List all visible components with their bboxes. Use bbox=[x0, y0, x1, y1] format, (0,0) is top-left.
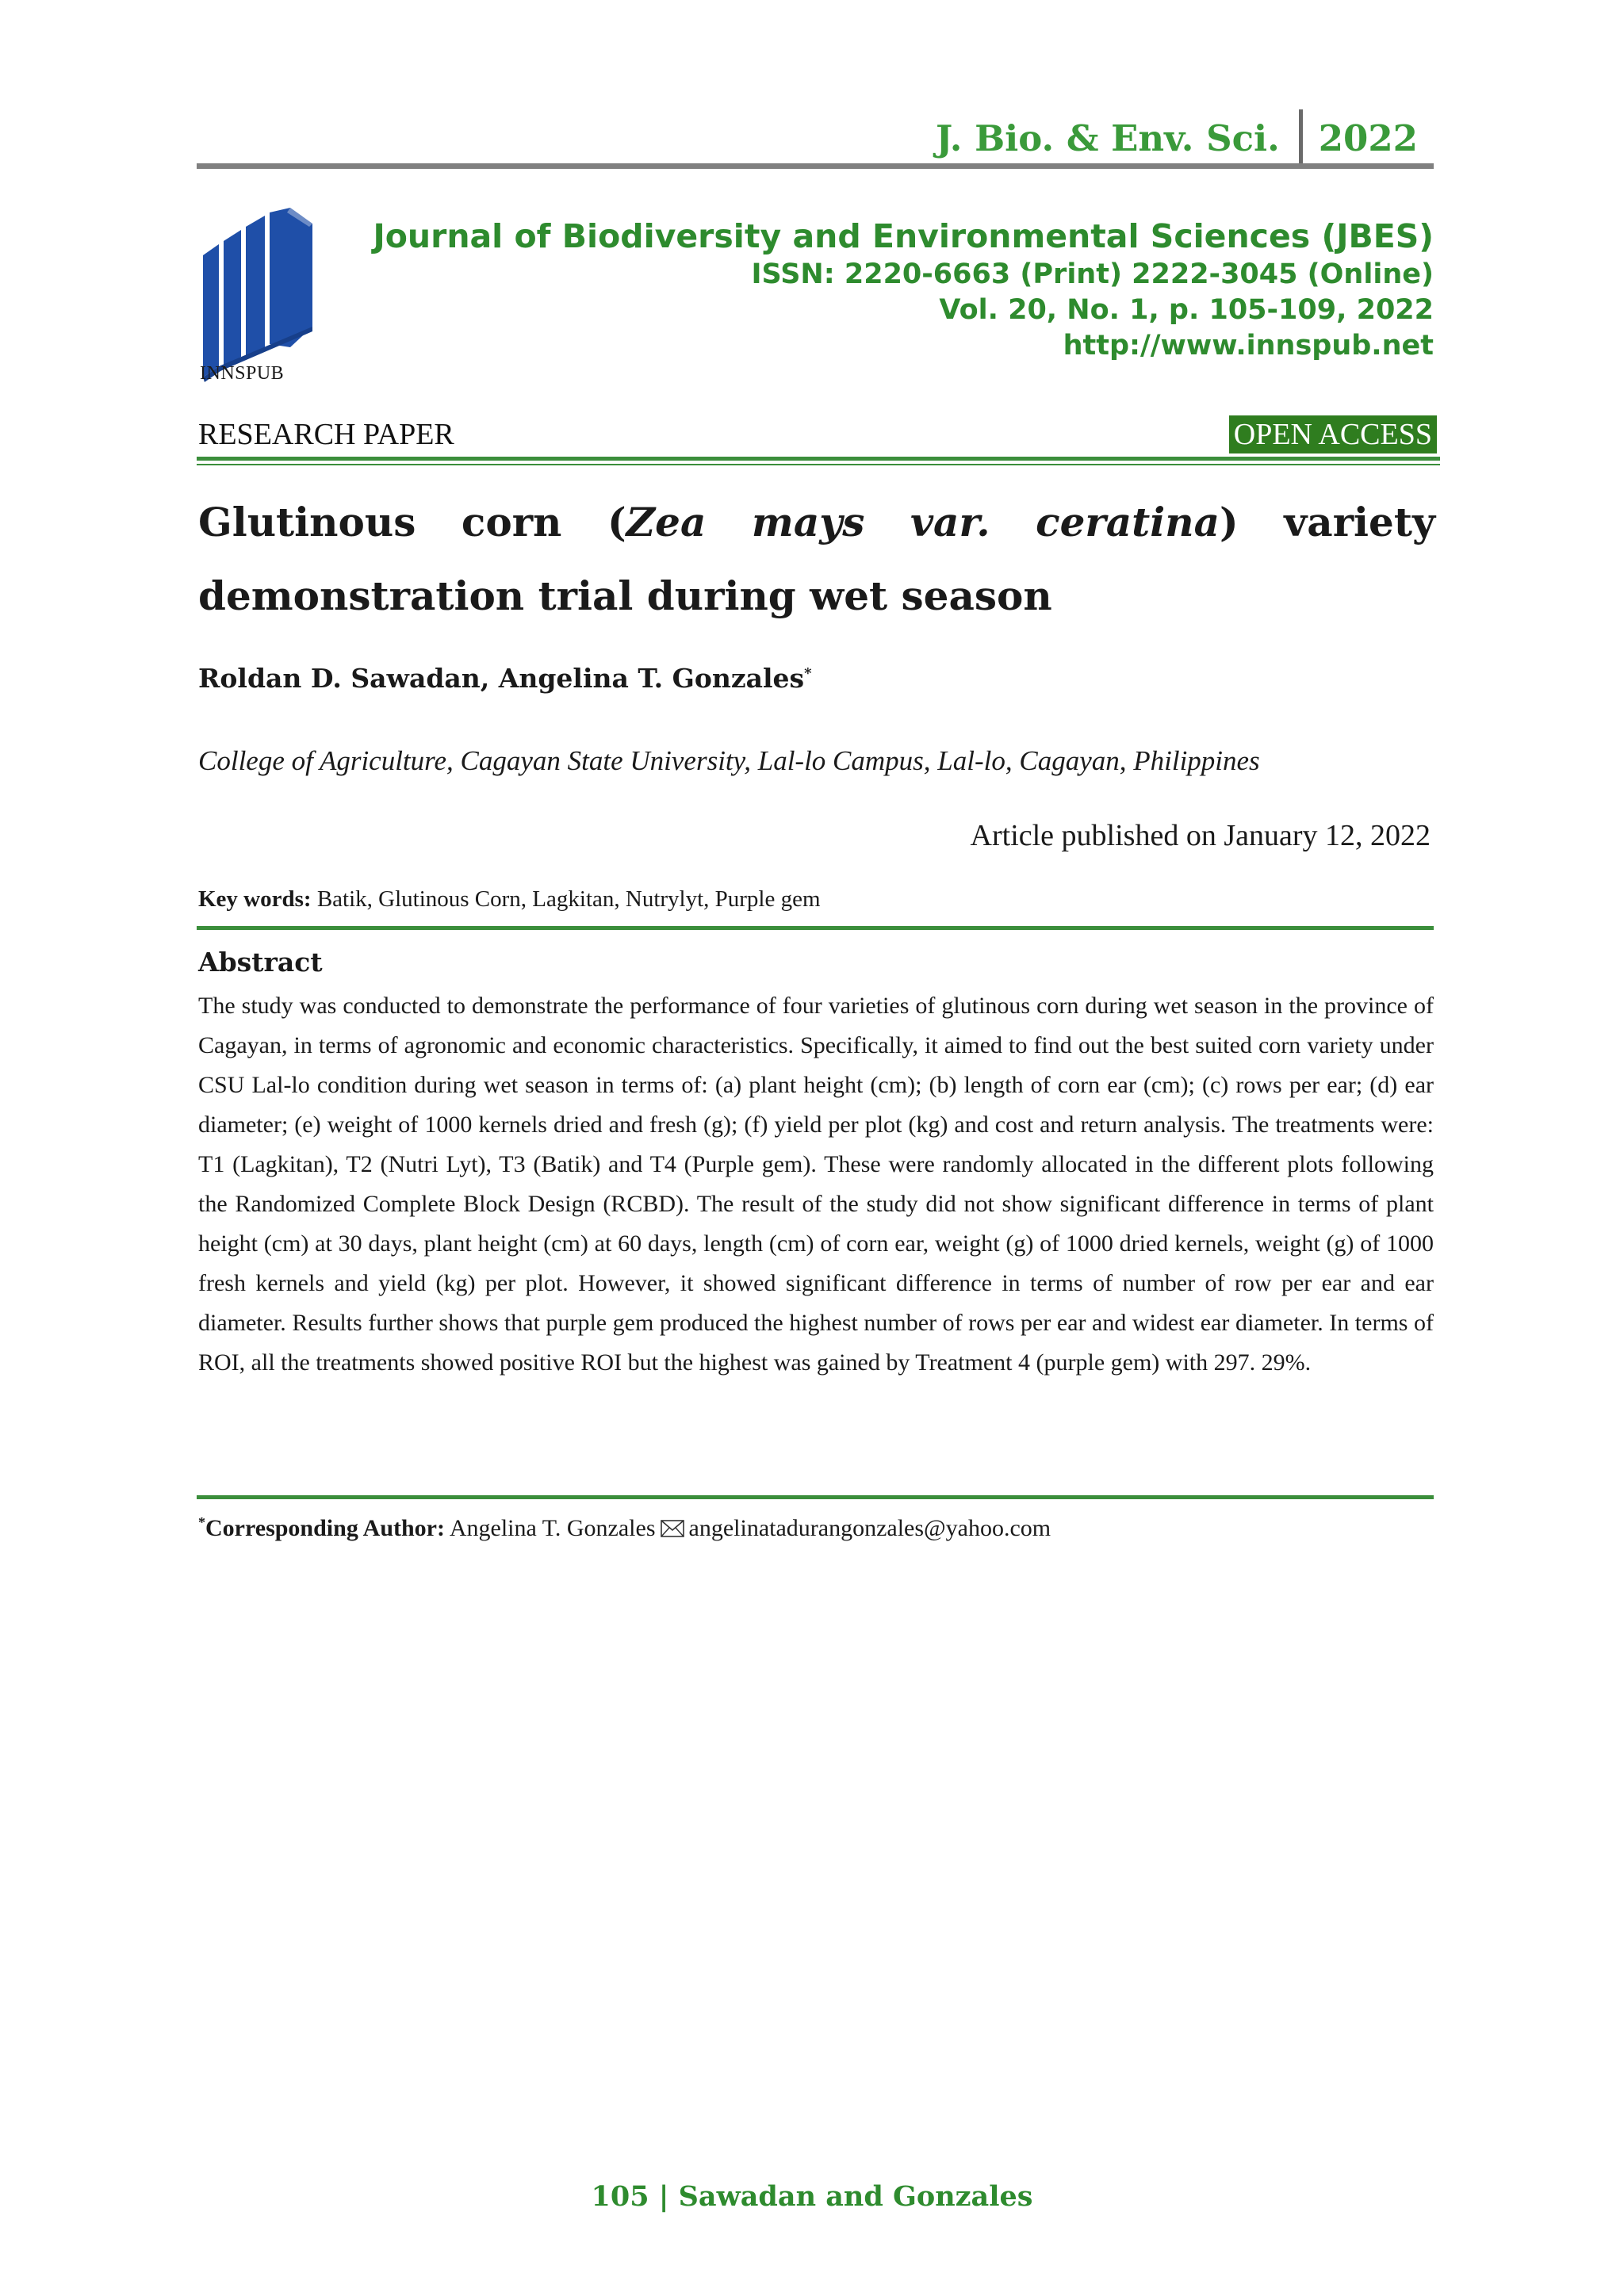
title-part-2: ) variety demonstration trial during wet season bbox=[198, 499, 1435, 619]
envelope-icon bbox=[661, 1520, 684, 1537]
abstract-rule bbox=[197, 1495, 1434, 1499]
logo-text: INNSPUB bbox=[200, 363, 285, 384]
corresponding-author bbox=[198, 1514, 1051, 1542]
article-type-rule-thin bbox=[197, 464, 1440, 465]
authors bbox=[198, 663, 811, 694]
journal-name: Journal of Biodiversity and Environmental Sciences (JBES) bbox=[373, 217, 1434, 255]
title-scientific-name: Zea mays var. ceratina bbox=[626, 499, 1220, 545]
journal-volume: Vol. 20, No. 1, p. 105-109, 2022 bbox=[939, 294, 1434, 326]
corr-mark: * bbox=[198, 1514, 205, 1530]
article-type: RESEARCH PAPER bbox=[198, 418, 454, 451]
corr-email[interactable]: angelinatadurangonzales@yahoo.com bbox=[688, 1515, 1051, 1541]
running-header-year: 2022 bbox=[1318, 117, 1418, 159]
title-part-1: Glutinous corn ( bbox=[198, 499, 626, 545]
page-footer: 105 | Sawadan and Gonzales bbox=[591, 2180, 1033, 2213]
running-header-journal: J. Bio. & Env. Sci. bbox=[936, 117, 1280, 159]
abstract-heading: Abstract bbox=[198, 947, 323, 978]
keywords-rule bbox=[197, 926, 1434, 930]
affiliation: College of Agriculture, Cagayan State University, Lal-lo Campus, Lal-lo, Cagayan, Philippines bbox=[198, 745, 1260, 776]
keywords-text: Batik, Glutinous Corn, Lagkitan, Nutrylyt, Purple gem bbox=[316, 886, 821, 912]
header-rule bbox=[197, 163, 1434, 169]
journal-info bbox=[373, 216, 1434, 364]
corresponding-mark: * bbox=[804, 665, 812, 682]
running-header bbox=[936, 109, 1418, 166]
article-type-rule bbox=[197, 457, 1440, 461]
journal-issn: ISSN: 2220-6663 (Print) 2222-3045 (Online) bbox=[751, 258, 1434, 290]
corr-name: Angelina T. Gonzales bbox=[449, 1515, 656, 1541]
journal-url[interactable]: http://www.innspub.net bbox=[1063, 330, 1434, 362]
open-access-badge: OPEN ACCESS bbox=[1229, 415, 1437, 453]
publication-date: Article published on January 12, 2022 bbox=[970, 819, 1431, 852]
corr-label: Corresponding Author: bbox=[205, 1515, 445, 1541]
author-names: Roldan D. Sawadan, Angelina T. Gonzales bbox=[198, 663, 805, 694]
keywords-label: Key words: bbox=[198, 886, 312, 912]
abstract-text: The study was conducted to demonstrate the performance of four varieties of glutinous corn during wet season in the province of Cagayan, in terms of agronomic and economic characteristics. Specifically, it aimed to find out the best suited corn variety under CSU Lal-lo condition during wet season in terms of: (a) plant height (cm); (b) length of corn ear (cm); (c) rows per ear; (d) ear diameter; (e) weight of 1000 kernels dried and fresh (g); (f) yield per plot (kg) and cost and return analysis. The treatments were: T1 (Lagkitan), T2 (Nutri Lyt), T3 (Batik) and T4 (Purple gem). These were randomly allocated in the different plots following the Randomized Complete Block Design (RCBD). The result of the study did not show significant difference in terms of plant height (cm) at 30 days, plant height (cm) at 60 days, length (cm) of corn ear, weight (g) of 1000 dried kernels, weight (g) of 1000 fresh kernels and yield (kg) per plot. However, it showed significant difference in terms of number of row per ear and ear diameter. Results further shows that purple gem produced the highest number of rows per ear and widest ear diameter. In terms of ROI, all the treatments showed positive ROI but the highest was gained by Treatment 4 (purple gem) with 297. 29%. bbox=[198, 993, 1434, 1376]
article-title bbox=[198, 485, 1435, 633]
keywords bbox=[198, 886, 821, 913]
